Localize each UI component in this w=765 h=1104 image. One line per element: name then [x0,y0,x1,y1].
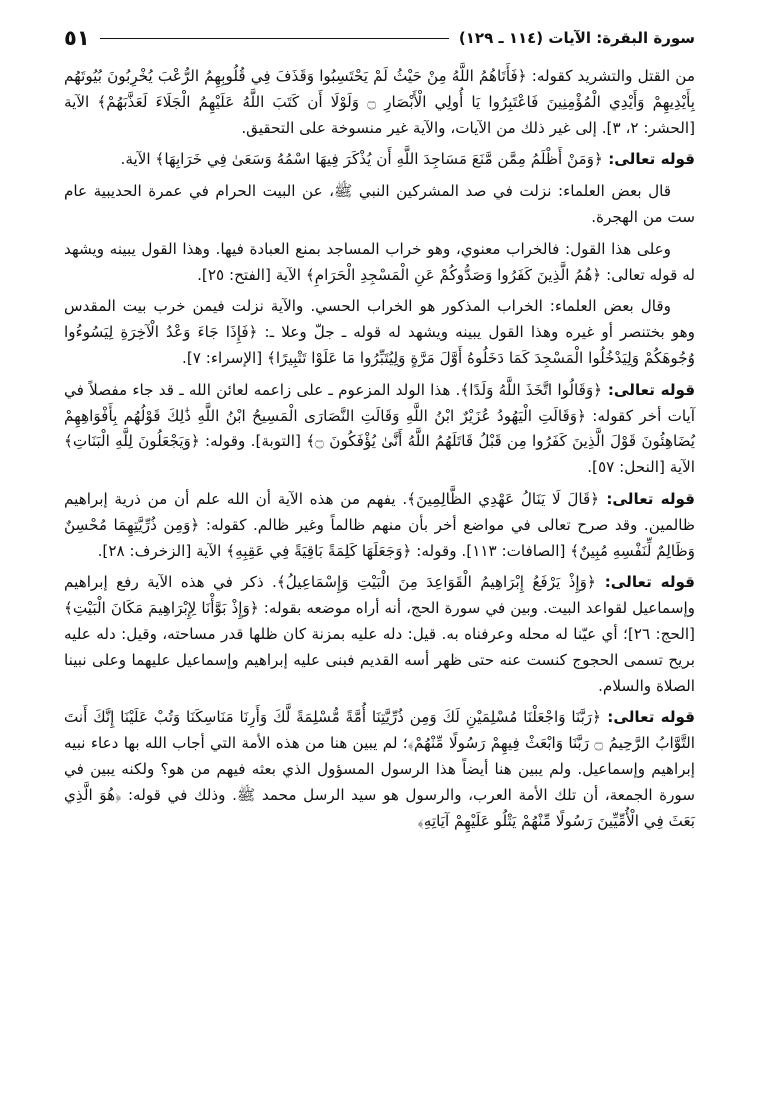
page-number: ٥١ [64,26,90,50]
paragraph-lead: قوله تعالى: [601,708,695,727]
running-title: سورة البقرة: الآيات (١١٤ ـ ١٢٩) [458,29,695,47]
paragraph-text: ﴿وَإِذْ يَرْفَعُ إِبْرَاهِيمُ الْقَوَاعِدَ مِنَ الْبَيْتِ وَإِسْمَاعِيلُ﴾. ذكر في هذه الآية رفع إبراهيم وإسماعيل لقواعد البيت. وبين في سورة الحج، أنه أراه موضعه بقوله: ﴿وَإِذْ بَوَّأْنَا لِإِبْرَاهِيمَ مَكَانَ الْبَيْتِ﴾ [الحج: ٢٦]؛ أي عيّنا له محله وعرفناه به. قيل: دله عليه بمزنة كان ظلها قدر مساحته، وقيل: دله عليه بريح تسمى الحجوج كنست عنه حتى ظهر أسه القديم فبنى عليه إبراهيم وإسماعيل عليهما وعلى نبينا الصلاة والسلام. [64,573,695,695]
page-header [64,24,695,52]
paragraph-lead: قوله تعالى: [599,489,695,508]
body-paragraph [64,570,695,699]
paragraph-lead: قوله تعالى: [602,380,696,399]
paragraph-text: وعلى هذا القول: فالخراب معنوي، وهو خراب المساجد بمنع العبادة فيها. وهذا القول يبينه ويشهد له قوله تعالى: ﴿هُمُ الَّذِينَ كَفَرُوا وَصَدُّوكُمْ عَنِ الْمَسْجِدِ الْحَرَامِ﴾ الآية [الفتح: ٢٥]. [64,239,695,284]
body-paragraph [64,487,695,564]
paragraph-lead: قوله تعالى: [602,150,695,169]
paragraph-text: قال بعض العلماء: نزلت في صد المشركين النبي ﷺ، عن البيت الحرام في عمرة الحديبية عام ست من الهجرة. [64,182,695,226]
paragraph-text: ﴿قَالَ لَا يَنَالُ عَهْدِي الظَّالِمِينَ﴾. يفهم من هذه الآية أن الله علم أن من ذرية إبراهيم ظالمين. وقد صرح تعالى في مواضع أخر بأن منهم ظالماً وغير ظالم. كقوله: ﴿وَمِن ذُرِّيَّتِهِمَا مُحْسِنٌ وَظَالِمٌ لِّنَفْسِهِ مُبِينٌ﴾ [الصافات: ١١٣]. وقوله: ﴿وَجَعَلَهَا كَلِمَةً بَاقِيَةً فِي عَقِبِهِ﴾ الآية [الزخرف: ٢٨]. [64,489,695,560]
body-paragraph [64,237,695,289]
body-paragraph [64,64,695,141]
body-paragraph [64,378,695,481]
paragraph-text: ﴿رَبَّنَا وَاجْعَلْنَا مُسْلِمَيْنِ لَكَ وَمِن ذُرِّيَّتِنَا أُمَّةً مُّسْلِمَةً لَّكَ وَأَرِنَا مَنَاسِكَنَا وَتُبْ عَلَيْنَا إِنَّكَ أَنتَ التَّوَّابُ الرَّحِيمُ ۝ رَبَّنَا وَابْعَثْ فِيهِمْ رَسُولًا مِّنْهُمْ﴾؛ لم يبين هنا من هذه الأمة التي أجاب الله بها دعاء نبيه إبراهيم وإسماعيل. ولم يبين هنا أيضاً هذا الرسول المسؤول الذي بعثه فيهم من هو؟ ولكنه يبين في سورة الجمعة، أن تلك الأمة العرب، والرسول هو سيد الرسل محمد ﷺ. وذلك في قوله: ﴿هُوَ الَّذِي بَعَثَ فِي الْأُمِّيِّينَ رَسُولًا مِّنْهُمْ يَتْلُو عَلَيْهِمْ آيَاتِهِ﴾ [64,708,695,830]
body-paragraph [64,179,695,231]
body-paragraph [64,705,695,834]
paragraph-text: وقال بعض العلماء: الخراب المذكور هو الخراب الحسي. والآية نزلت فيمن خرب بيت المقدس وهو بختنصر أو غيره وهذا القول يبينه ويشهد له قوله ـ جلّ وعلا ـ: ﴿فَإِذَا جَاءَ وَعْدُ الْآخِرَةِ لِيَسُوءُوا وُجُوهَكُمْ وَلِيَدْخُلُوا الْمَسْجِدَ كَمَا دَخَلُوهُ أَوَّلَ مَرَّةٍ وَلِيُتَبِّرُوا مَا عَلَوْا تَتْبِيرًا﴾ [الإسراء: ٧]. [64,297,695,367]
header-rule [100,38,449,39]
paragraph-lead: قوله تعالى: [595,573,696,592]
paragraph-text: من القتل والتشريد كقوله: ﴿فَأَتَاهُمُ اللَّهُ مِنْ حَيْثُ لَمْ يَحْتَسِبُوا وَقَذَفَ فِي قُلُوبِهِمُ الرُّعْبَ يُخْرِبُونَ بُيُوتَهُم بِأَيْدِيهِمْ وَأَيْدِي الْمُؤْمِنِينَ فَاعْتَبِرُوا يَا أُولِي الْأَبْصَارِ ۝ وَلَوْلَا أَن كَتَبَ اللَّهُ عَلَيْهِمُ الْجَلَاءَ لَعَذَّبَهُمْ﴾ الآية [الحشر: ٢، ٣]. إلى غير ذلك من الآيات، والآية غير منسوخة على التحقيق. [64,67,695,137]
paragraph-text: ﴿وَمَنْ أَظْلَمُ مِمَّن مَّنَعَ مَسَاجِدَ اللَّهِ أَن يُذْكَرَ فِيهَا اسْمُهُ وَسَعَىٰ فِي خَرَابِهَا﴾ الآية. [120,150,603,169]
body-paragraph [64,147,695,173]
body-paragraph [64,294,695,371]
paragraph-text: ﴿وَقَالُوا اتَّخَذَ اللَّهُ وَلَدًا﴾. هذا الولد المزعوم ـ على زاعمه لعائن الله ـ قد جاء مفصلاً في آيات أخر كقوله: ﴿وَقَالَتِ الْيَهُودُ عُزَيْرٌ ابْنُ اللَّهِ وَقَالَتِ النَّصَارَى الْمَسِيحُ ابْنُ اللَّهِ ذَٰلِكَ قَوْلُهُم بِأَفْوَاهِهِمْ يُضَاهِئُونَ قَوْلَ الَّذِينَ كَفَرُوا مِن قَبْلُ قَاتَلَهُمُ اللَّهُ أَنَّىٰ يُؤْفَكُونَ ۝﴾ [التوبة]. وقوله: ﴿وَيَجْعَلُونَ لِلَّهِ الْبَنَاتِ﴾ الآية [النحل: ٥٧]. [64,380,695,477]
page-body [64,64,695,834]
